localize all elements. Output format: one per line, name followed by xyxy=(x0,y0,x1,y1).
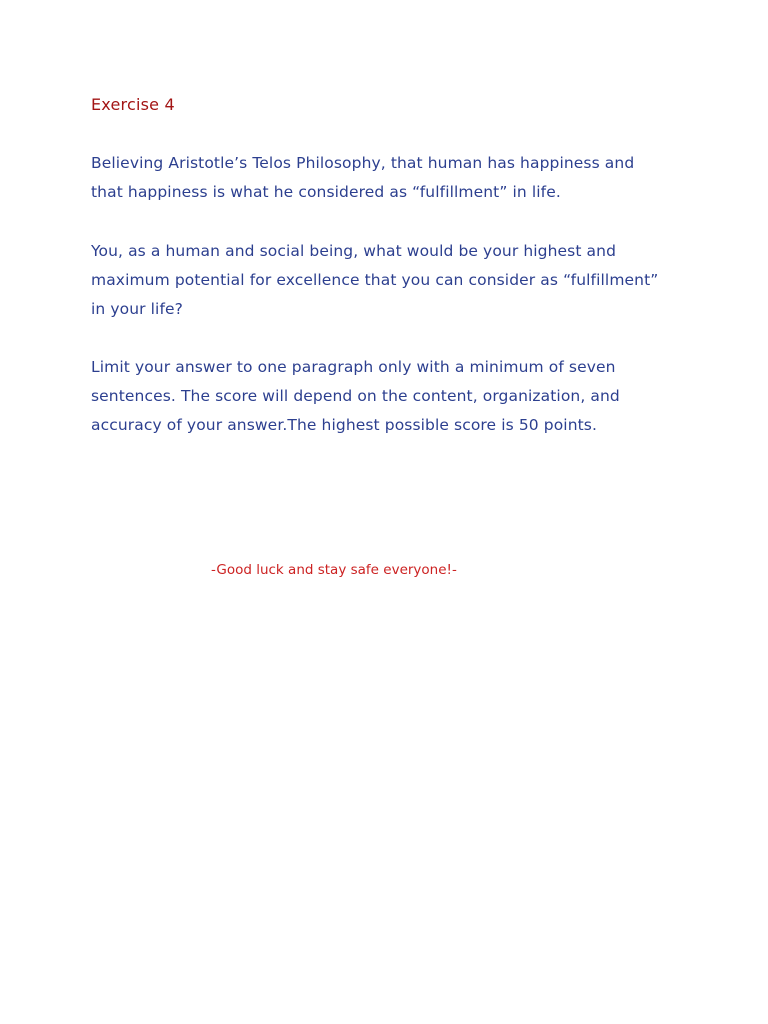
paragraph-instructions xyxy=(91,353,691,440)
paragraph-intro xyxy=(91,149,691,207)
paragraph-question xyxy=(91,237,691,324)
paragraph-line: Limit your answer to one paragraph only with a minimum of seven xyxy=(91,358,616,376)
paragraph-line: maximum potential for excellence that you can consider as “fulfillment” xyxy=(91,271,659,289)
paragraph-line: in your life? xyxy=(91,300,183,318)
exercise-title: Exercise 4 xyxy=(91,95,175,114)
paragraph-line: accuracy of your answer.The highest possible score is 50 points. xyxy=(91,416,598,434)
paragraph-line: sentences. The score will depend on the content, organization, and xyxy=(91,387,620,405)
paragraph-line: You, as a human and social being, what would be your highest and xyxy=(91,242,617,260)
paragraph-line: Believing Aristotle’s Telos Philosophy, that human has happiness and xyxy=(91,154,635,172)
paragraph-line: that happiness is what he considered as “fulfillment” in life. xyxy=(91,183,561,201)
signoff-message: -Good luck and stay safe everyone!- xyxy=(211,562,457,578)
